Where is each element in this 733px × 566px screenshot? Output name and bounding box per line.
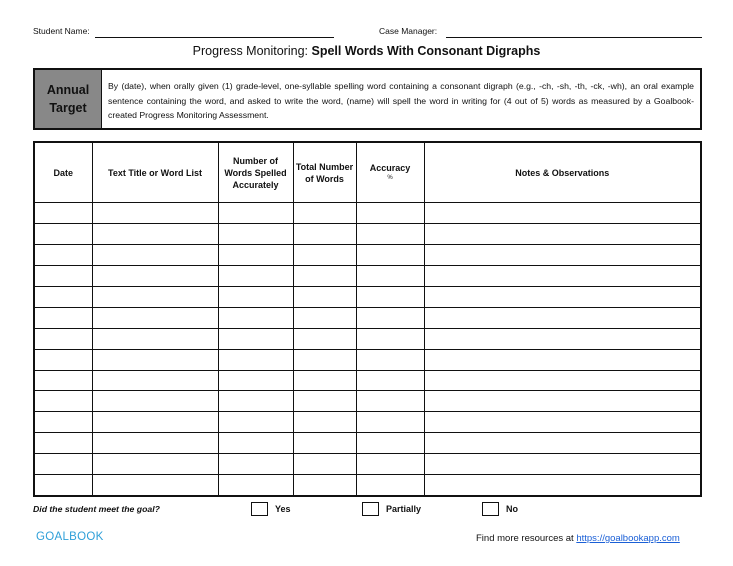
cell-total[interactable] — [293, 307, 356, 328]
cell-date[interactable] — [34, 454, 92, 475]
cell-notes[interactable] — [424, 286, 701, 307]
col-accuracy-unit: % — [387, 175, 393, 181]
cell-spelled[interactable] — [218, 307, 293, 328]
cell-notes[interactable] — [424, 244, 701, 265]
table-row — [34, 223, 701, 244]
cell-title[interactable] — [92, 328, 218, 349]
partially-label: Partially — [386, 504, 422, 514]
cell-title[interactable] — [92, 265, 218, 286]
cell-notes[interactable] — [424, 203, 701, 224]
cell-accuracy[interactable] — [356, 244, 424, 265]
cell-spelled[interactable] — [218, 370, 293, 391]
cell-date[interactable] — [34, 433, 92, 454]
cell-title[interactable] — [92, 203, 218, 224]
table-row — [34, 412, 701, 433]
cell-title[interactable] — [92, 223, 218, 244]
cell-total[interactable] — [293, 412, 356, 433]
cell-accuracy[interactable] — [356, 328, 424, 349]
cell-accuracy[interactable] — [356, 286, 424, 307]
cell-total[interactable] — [293, 328, 356, 349]
footer-resources-text: Find more resources at — [476, 533, 574, 544]
col-title: Text Title or Word List — [92, 142, 218, 203]
cell-title[interactable] — [92, 286, 218, 307]
cell-title[interactable] — [92, 391, 218, 412]
title-goal: Spell Words With Consonant Digraphs — [311, 44, 541, 58]
cell-accuracy[interactable] — [356, 391, 424, 412]
annual-target-box — [33, 68, 702, 130]
cell-spelled[interactable] — [218, 349, 293, 370]
col-spelled: Number of Words Spelled Accurately — [218, 142, 293, 203]
cell-accuracy[interactable] — [356, 203, 424, 224]
partially-checkbox[interactable] — [362, 502, 379, 516]
cell-spelled[interactable] — [218, 475, 293, 496]
cell-date[interactable] — [34, 203, 92, 224]
cell-title[interactable] — [92, 475, 218, 496]
table-body — [34, 203, 701, 497]
cell-total[interactable] — [293, 203, 356, 224]
cell-date[interactable] — [34, 370, 92, 391]
table-row — [34, 433, 701, 454]
cell-date[interactable] — [34, 328, 92, 349]
cell-spelled[interactable] — [218, 391, 293, 412]
cell-notes[interactable] — [424, 412, 701, 433]
cell-spelled[interactable] — [218, 223, 293, 244]
col-date: Date — [34, 142, 92, 203]
cell-notes[interactable] — [424, 349, 701, 370]
cell-title[interactable] — [92, 307, 218, 328]
cell-spelled[interactable] — [218, 433, 293, 454]
cell-date[interactable] — [34, 286, 92, 307]
cell-total[interactable] — [293, 475, 356, 496]
yes-checkbox[interactable] — [251, 502, 268, 516]
cell-spelled[interactable] — [218, 203, 293, 224]
cell-total[interactable] — [293, 454, 356, 475]
cell-notes[interactable] — [424, 433, 701, 454]
cell-accuracy[interactable] — [356, 433, 424, 454]
annual-target-label — [35, 70, 102, 128]
cell-spelled[interactable] — [218, 265, 293, 286]
table-row — [34, 454, 701, 475]
cell-accuracy[interactable] — [356, 412, 424, 433]
cell-total[interactable] — [293, 286, 356, 307]
cell-spelled[interactable] — [218, 412, 293, 433]
no-label: No — [506, 504, 518, 514]
cell-date[interactable] — [34, 349, 92, 370]
cell-date[interactable] — [34, 244, 92, 265]
cell-total[interactable] — [293, 244, 356, 265]
goal-question: Did the student meet the goal? — [33, 504, 160, 514]
col-accuracy — [356, 142, 424, 203]
cell-date[interactable] — [34, 475, 92, 496]
table-row — [34, 244, 701, 265]
col-total: Total Number of Words — [293, 142, 356, 203]
yes-label: Yes — [275, 504, 291, 514]
cell-accuracy[interactable] — [356, 307, 424, 328]
cell-spelled[interactable] — [218, 454, 293, 475]
cell-accuracy[interactable] — [356, 265, 424, 286]
table-row — [34, 349, 701, 370]
table-row — [34, 328, 701, 349]
case-manager-label: Case Manager: — [379, 26, 438, 36]
cell-spelled[interactable] — [218, 244, 293, 265]
cell-notes[interactable] — [424, 307, 701, 328]
cell-date[interactable] — [34, 265, 92, 286]
cell-total[interactable] — [293, 265, 356, 286]
cell-notes[interactable] — [424, 370, 701, 391]
footer-resources — [476, 533, 680, 544]
cell-total[interactable] — [293, 391, 356, 412]
cell-total[interactable] — [293, 349, 356, 370]
cell-title[interactable] — [92, 370, 218, 391]
cell-date[interactable] — [34, 412, 92, 433]
annual-target-text: By (date), when orally given (1) grade-level, one-syllable spelling word containing a consonant digraph (e.g., -ch, -sh, -th, -ck, -wh), an oral example sentence containing the word, and asked to write the word, (name) will spell the word in writing for (4 out of 5) words as measured by a Goalbook-created Progress Monitoring Assessment. — [108, 81, 694, 120]
cell-title[interactable] — [92, 454, 218, 475]
cell-accuracy[interactable] — [356, 349, 424, 370]
cell-notes[interactable] — [424, 265, 701, 286]
title-prefix: Progress Monitoring: — [192, 44, 308, 58]
table-row — [34, 286, 701, 307]
cell-date[interactable] — [34, 223, 92, 244]
progress-table — [33, 141, 702, 497]
cell-notes[interactable] — [424, 328, 701, 349]
cell-accuracy[interactable] — [356, 475, 424, 496]
cell-spelled[interactable] — [218, 286, 293, 307]
table-row — [34, 391, 701, 412]
cell-notes[interactable] — [424, 454, 701, 475]
table-row — [34, 203, 701, 224]
cell-spelled[interactable] — [218, 328, 293, 349]
table-row — [34, 265, 701, 286]
cell-title[interactable] — [92, 412, 218, 433]
cell-notes[interactable] — [424, 475, 701, 496]
table-row — [34, 307, 701, 328]
col-accuracy-label: Accuracy — [369, 163, 411, 173]
annual-target-label-line1: Annual — [46, 83, 90, 97]
table-row — [34, 370, 701, 391]
cell-date[interactable] — [34, 391, 92, 412]
student-name-label: Student Name: — [33, 26, 90, 36]
table-row — [34, 475, 701, 496]
cell-title[interactable] — [92, 433, 218, 454]
table-header-row — [34, 142, 701, 203]
goalbook-logo: GOALBOOK — [36, 531, 104, 543]
col-notes: Notes & Observations — [424, 142, 701, 203]
cell-notes[interactable] — [424, 391, 701, 412]
cell-notes[interactable] — [424, 223, 701, 244]
cell-date[interactable] — [34, 307, 92, 328]
goalbook-link[interactable]: https://goalbookapp.com — [576, 533, 680, 544]
page-title — [0, 44, 733, 58]
annual-target-label-line2: Target — [49, 101, 87, 115]
student-name-field[interactable] — [95, 36, 334, 38]
case-manager-field[interactable] — [446, 36, 702, 38]
cell-title[interactable] — [92, 244, 218, 265]
cell-title[interactable] — [92, 349, 218, 370]
cell-accuracy[interactable] — [356, 223, 424, 244]
no-checkbox[interactable] — [482, 502, 499, 516]
cell-accuracy[interactable] — [356, 370, 424, 391]
cell-total[interactable] — [293, 370, 356, 391]
cell-total[interactable] — [293, 433, 356, 454]
cell-total[interactable] — [293, 223, 356, 244]
cell-accuracy[interactable] — [356, 454, 424, 475]
